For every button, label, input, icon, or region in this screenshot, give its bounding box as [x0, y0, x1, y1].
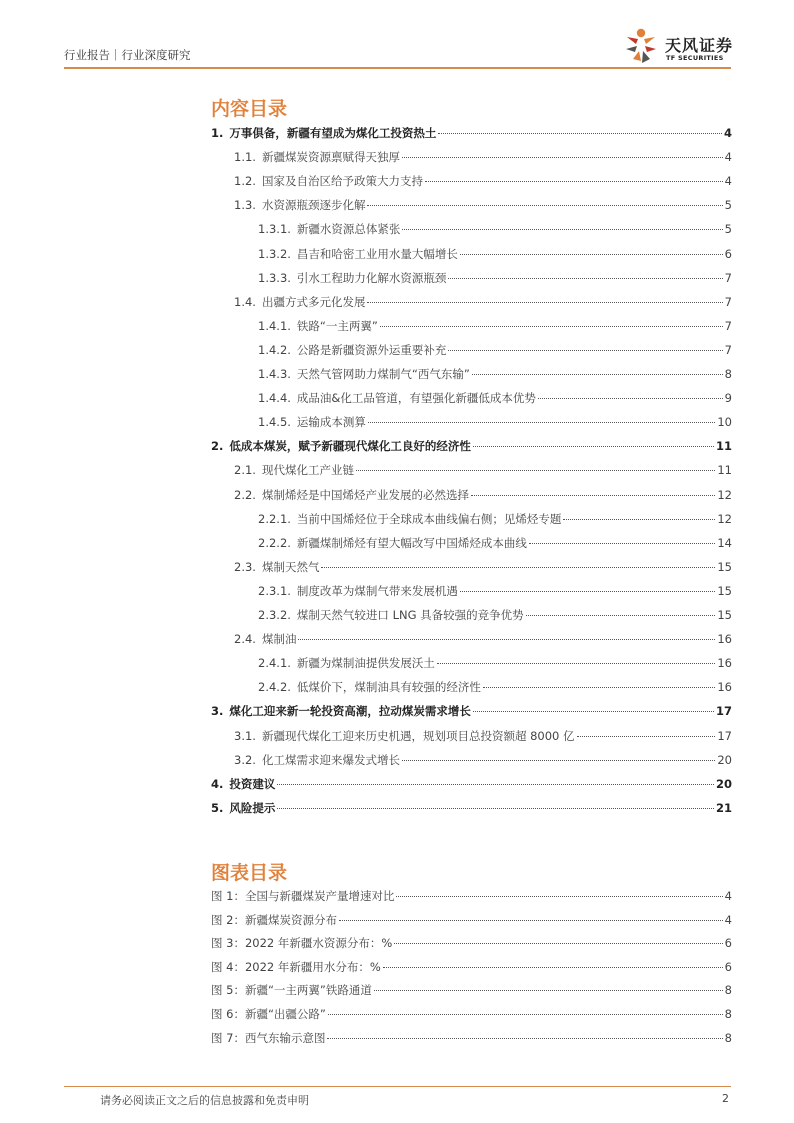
- toc-entry-text: 化工煤需求迎来爆发式增长: [261, 752, 400, 767]
- toc-entry[interactable]: [211, 776, 732, 794]
- toc-entry-page: 21: [715, 800, 732, 815]
- dot-leader: [473, 446, 714, 447]
- toc-entry-text: 国家及自治区给予政策大力支持: [261, 174, 423, 189]
- toc-entry-text: 煤制烯烃是中国烯烃产业发展的必然选择: [261, 487, 469, 502]
- toc-entry-text: 引水工程助力化解水资源瓶颈: [296, 270, 447, 285]
- dot-leader: [321, 567, 715, 568]
- toc-entry-text: 天然气管网助力煤制气“西气东输”: [296, 367, 470, 381]
- dot-leader: [327, 1038, 722, 1039]
- footer-divider: [64, 1086, 731, 1087]
- dot-leader: [438, 133, 722, 134]
- dot-leader: [402, 157, 723, 158]
- toc-entry-text: 万事俱备，新疆有望成为煤化工投资热土: [229, 126, 437, 140]
- toc-entry-text: 成品油&化工品管道，有望强化新疆低成本优势: [296, 391, 536, 406]
- toc-entry-text: 新疆煤制烯烃有望大幅改写中国烯烃成本曲线: [296, 535, 527, 550]
- toc-entry-page: 5: [724, 222, 732, 237]
- toc-entry[interactable]: [211, 800, 732, 818]
- dot-leader: [339, 920, 723, 921]
- toc-entry[interactable]: [211, 438, 732, 456]
- toc-entry-number: 2.3.: [234, 559, 256, 574]
- toc-entry-text: 新疆为煤制油提供发展沃土: [296, 656, 435, 671]
- dot-leader: [526, 615, 716, 616]
- figure-entry-page: 4: [724, 912, 732, 927]
- dot-leader: [374, 990, 723, 991]
- logo-cn-text: 天风证券: [665, 36, 734, 55]
- toc-entry-text: 新疆煤炭资源禀赋得天独厚: [261, 150, 400, 165]
- figure-entry-page: 4: [724, 889, 732, 903]
- toc-entry[interactable]: [211, 414, 732, 432]
- footer-disclaimer: 请务必阅读正文之后的信息披露和免责申明: [100, 1094, 309, 1107]
- toc-entry-text: 低煤价下，煤制油具有较强的经济性: [296, 680, 481, 695]
- header-divider: [64, 67, 731, 69]
- toc-entry-number: 3.1.: [234, 728, 256, 743]
- toc-entry-number: 2.2.1.: [258, 511, 291, 526]
- dot-leader: [538, 398, 723, 399]
- toc-entry-number: 2.3.2.: [258, 608, 291, 622]
- toc-entry[interactable]: [211, 511, 732, 529]
- dot-leader: [367, 205, 722, 206]
- figure-entry[interactable]: [211, 888, 732, 906]
- toc-entry-page: 7: [724, 318, 732, 333]
- toc-entry-number: 1.4.3.: [258, 367, 291, 381]
- toc-entry-text: 新疆水资源总体紧张: [296, 222, 401, 237]
- toc-entry-page: 12: [717, 511, 732, 526]
- toc-entry-page: 16: [717, 680, 732, 695]
- toc-entry-text: 现代煤化工产业链: [261, 463, 354, 478]
- toc-entry[interactable]: [211, 462, 732, 480]
- toc-entry-number: 1.3.1.: [258, 222, 291, 237]
- toc-entry-number: 2.: [211, 439, 224, 454]
- toc-entry-number: 2.3.1.: [258, 583, 291, 598]
- toc-entry-text: 出疆方式多元化发展: [261, 294, 366, 309]
- toc-entry-page: 8: [724, 367, 732, 381]
- toc-entry[interactable]: [211, 197, 732, 215]
- dot-leader: [460, 254, 723, 255]
- toc-entry[interactable]: [211, 655, 732, 673]
- toc-entry-page: 5: [724, 198, 732, 213]
- dot-leader: [328, 1014, 723, 1015]
- figure-entry[interactable]: [211, 959, 732, 977]
- toc-entry-number: 1.4.4.: [258, 391, 291, 406]
- toc-entry[interactable]: [211, 342, 732, 360]
- toc-entry-text: 煤制油: [261, 632, 297, 647]
- toc-entry[interactable]: [211, 173, 732, 191]
- toc-entry-number: 1.4.5.: [258, 415, 291, 430]
- toc-entry-number: 3.: [211, 704, 224, 719]
- toc-entry-page: 12: [717, 487, 732, 502]
- dot-leader: [460, 591, 715, 592]
- toc-entry-number: 2.1.: [234, 463, 256, 478]
- toc-entry-number: 1.4.: [234, 294, 256, 309]
- dot-leader: [448, 278, 722, 279]
- header-title: 行业报告｜行业深度研究: [64, 48, 191, 62]
- toc-entry-number: 3.2.: [234, 752, 256, 767]
- figure-entry-text: 图 3：2022 年新疆水资源分布：%: [211, 936, 393, 951]
- figure-entry-text: 图 2：新疆煤炭资源分布: [211, 912, 337, 927]
- toc-entry-text: 公路是新疆资源外运重要补充: [296, 342, 447, 357]
- toc-entry-text: 投资建议: [229, 776, 276, 791]
- toc-entry[interactable]: [211, 703, 732, 721]
- toc-entry-page: 16: [717, 656, 732, 671]
- figure-entry-text: 图 6：新疆“出疆公路”: [211, 1007, 326, 1021]
- toc-entry[interactable]: [211, 487, 732, 505]
- figure-entry-text: 图 5：新疆“一主两翼”铁路通道: [211, 983, 372, 998]
- toc-entry-page: 16: [717, 632, 732, 647]
- toc-title: 内容目录: [211, 98, 288, 120]
- figure-entry-text: 图 4：2022 年新疆用水分布：%: [211, 959, 381, 974]
- dot-leader: [367, 302, 722, 303]
- dot-leader: [356, 470, 715, 471]
- toc-entry-page: 7: [724, 270, 732, 285]
- toc-entry-text: 低成本煤炭，赋予新疆现代煤化工良好的经济性: [229, 439, 471, 454]
- figure-entry-page: 8: [724, 1030, 732, 1045]
- toc-entry-text: 当前中国烯烃位于全球成本曲线偏右侧；见烯烃专题: [296, 511, 562, 526]
- dot-leader: [472, 374, 723, 375]
- toc-entry-page: 17: [717, 728, 732, 743]
- toc-entry-number: 1.3.3.: [258, 270, 291, 285]
- dot-leader: [563, 519, 715, 520]
- toc-entry-number: 1.2.: [234, 174, 256, 189]
- toc-entry[interactable]: [211, 607, 732, 625]
- toc-entry-number: 2.4.1.: [258, 656, 291, 671]
- toc-entry[interactable]: [211, 679, 732, 697]
- toc-entry-page: 15: [717, 559, 732, 574]
- figure-entry[interactable]: [211, 935, 732, 953]
- toc-entry-page: 20: [715, 776, 732, 791]
- toc-entry-number: 1.3.2.: [258, 246, 291, 261]
- dot-leader: [394, 943, 722, 944]
- toc-entry[interactable]: [211, 125, 732, 143]
- toc-entry-page: 7: [724, 342, 732, 357]
- toc-entry[interactable]: [211, 728, 732, 746]
- toc-entry[interactable]: [211, 221, 732, 239]
- toc-entry[interactable]: [211, 270, 732, 288]
- figure-entry-page: 6: [724, 936, 732, 951]
- toc-entry-number: 1.1.: [234, 150, 256, 165]
- toc-entry-page: 14: [717, 535, 732, 550]
- figure-entry[interactable]: [211, 912, 732, 930]
- dot-leader: [529, 543, 715, 544]
- toc-entry[interactable]: [211, 246, 732, 264]
- toc-entry-text: 昌吉和哈密工业用水量大幅增长: [296, 246, 458, 261]
- toc-entry-number: 1.4.1.: [258, 318, 291, 333]
- toc-entry[interactable]: [211, 559, 732, 577]
- toc-entry-page: 4: [724, 174, 732, 189]
- toc-entry-page: 11: [715, 439, 732, 454]
- dot-leader: [577, 736, 716, 737]
- toc-entry[interactable]: [211, 752, 732, 770]
- toc-entry-text: 铁路“一主两翼”: [296, 318, 378, 333]
- toc-entry-text: 制度改革为煤制气带来发展机遇: [296, 583, 458, 598]
- figure-entry-text: 图 7：西气东输示意图: [211, 1030, 326, 1045]
- tf-logo-icon: [624, 27, 658, 67]
- toc-entry-text: 风险提示: [229, 800, 276, 815]
- dot-leader: [471, 495, 715, 496]
- toc-entry-number: 2.2.2.: [258, 535, 291, 550]
- toc-entry-text: 煤化工迎来新一轮投资高潮，拉动煤炭需求增长: [229, 704, 471, 719]
- dot-leader: [396, 896, 722, 897]
- dot-leader: [425, 181, 723, 182]
- dot-leader: [402, 229, 722, 230]
- toc-entry-page: 10: [717, 415, 732, 430]
- figure-list-title: 图表目录: [211, 862, 288, 884]
- toc-entry[interactable]: [211, 631, 732, 649]
- dot-leader: [380, 326, 723, 327]
- dot-leader: [437, 663, 715, 664]
- toc-entry[interactable]: [211, 390, 732, 408]
- figure-entry-page: 8: [724, 1007, 732, 1021]
- toc-entry-page: 20: [717, 752, 732, 767]
- figure-entry-page: 6: [724, 959, 732, 974]
- toc-entry[interactable]: [211, 149, 732, 167]
- toc-entry-page: 15: [717, 583, 732, 598]
- toc-entry[interactable]: [211, 583, 732, 601]
- toc-entry[interactable]: [211, 535, 732, 553]
- toc-entry[interactable]: [211, 294, 732, 312]
- toc-entry-number: 1.4.2.: [258, 342, 291, 357]
- dot-leader: [383, 967, 723, 968]
- toc-entry-page: 17: [715, 704, 732, 719]
- figure-entry[interactable]: [211, 1030, 732, 1048]
- figure-entry[interactable]: [211, 1006, 732, 1024]
- dot-leader: [448, 350, 722, 351]
- toc-entry-text: 煤制天然气较进口 LNG 具备较强的竞争优势: [296, 608, 524, 622]
- toc-entry-page: 15: [717, 608, 732, 622]
- toc-entry-number: 1.3.: [234, 198, 256, 213]
- dot-leader: [368, 422, 715, 423]
- figure-entry[interactable]: [211, 982, 732, 1000]
- toc-entry-text: 煤制天然气: [261, 559, 320, 574]
- toc-entry-number: 2.4.: [234, 632, 256, 647]
- dot-leader: [473, 711, 714, 712]
- toc-entry-page: 4: [723, 126, 732, 140]
- toc-entry-page: 7: [724, 294, 732, 309]
- toc-entry[interactable]: [211, 318, 732, 336]
- toc-entry-text: 运输成本测算: [296, 415, 366, 430]
- page-number: 2: [722, 1092, 729, 1105]
- dot-leader: [483, 687, 715, 688]
- toc-entry-page: 9: [724, 391, 732, 406]
- toc-entry-number: 5.: [211, 800, 224, 815]
- toc-entry-page: 11: [717, 463, 732, 478]
- toc-entry-number: 1.: [211, 126, 224, 140]
- logo-en-text: TF SECURITIES: [666, 54, 724, 62]
- toc-entry-text: 水资源瓶颈逐步化解: [261, 198, 366, 213]
- figure-entry-text: 图 1：全国与新疆煤炭产量增速对比: [211, 889, 395, 903]
- toc-entry-number: 4.: [211, 776, 224, 791]
- dot-leader: [402, 760, 715, 761]
- figure-entry-page: 8: [724, 983, 732, 998]
- dot-leader: [277, 808, 714, 809]
- company-logo: [624, 27, 744, 69]
- toc-entry[interactable]: [211, 366, 732, 384]
- dot-leader: [298, 639, 715, 640]
- toc-entry-page: 4: [724, 150, 732, 165]
- toc-entry-number: 2.4.2.: [258, 680, 291, 695]
- toc-entry-text: 新疆现代煤化工迎来历史机遇，规划项目总投资额超 8000 亿: [261, 728, 575, 743]
- toc-entry-page: 6: [724, 246, 732, 261]
- dot-leader: [277, 784, 714, 785]
- toc-entry-number: 2.2.: [234, 487, 256, 502]
